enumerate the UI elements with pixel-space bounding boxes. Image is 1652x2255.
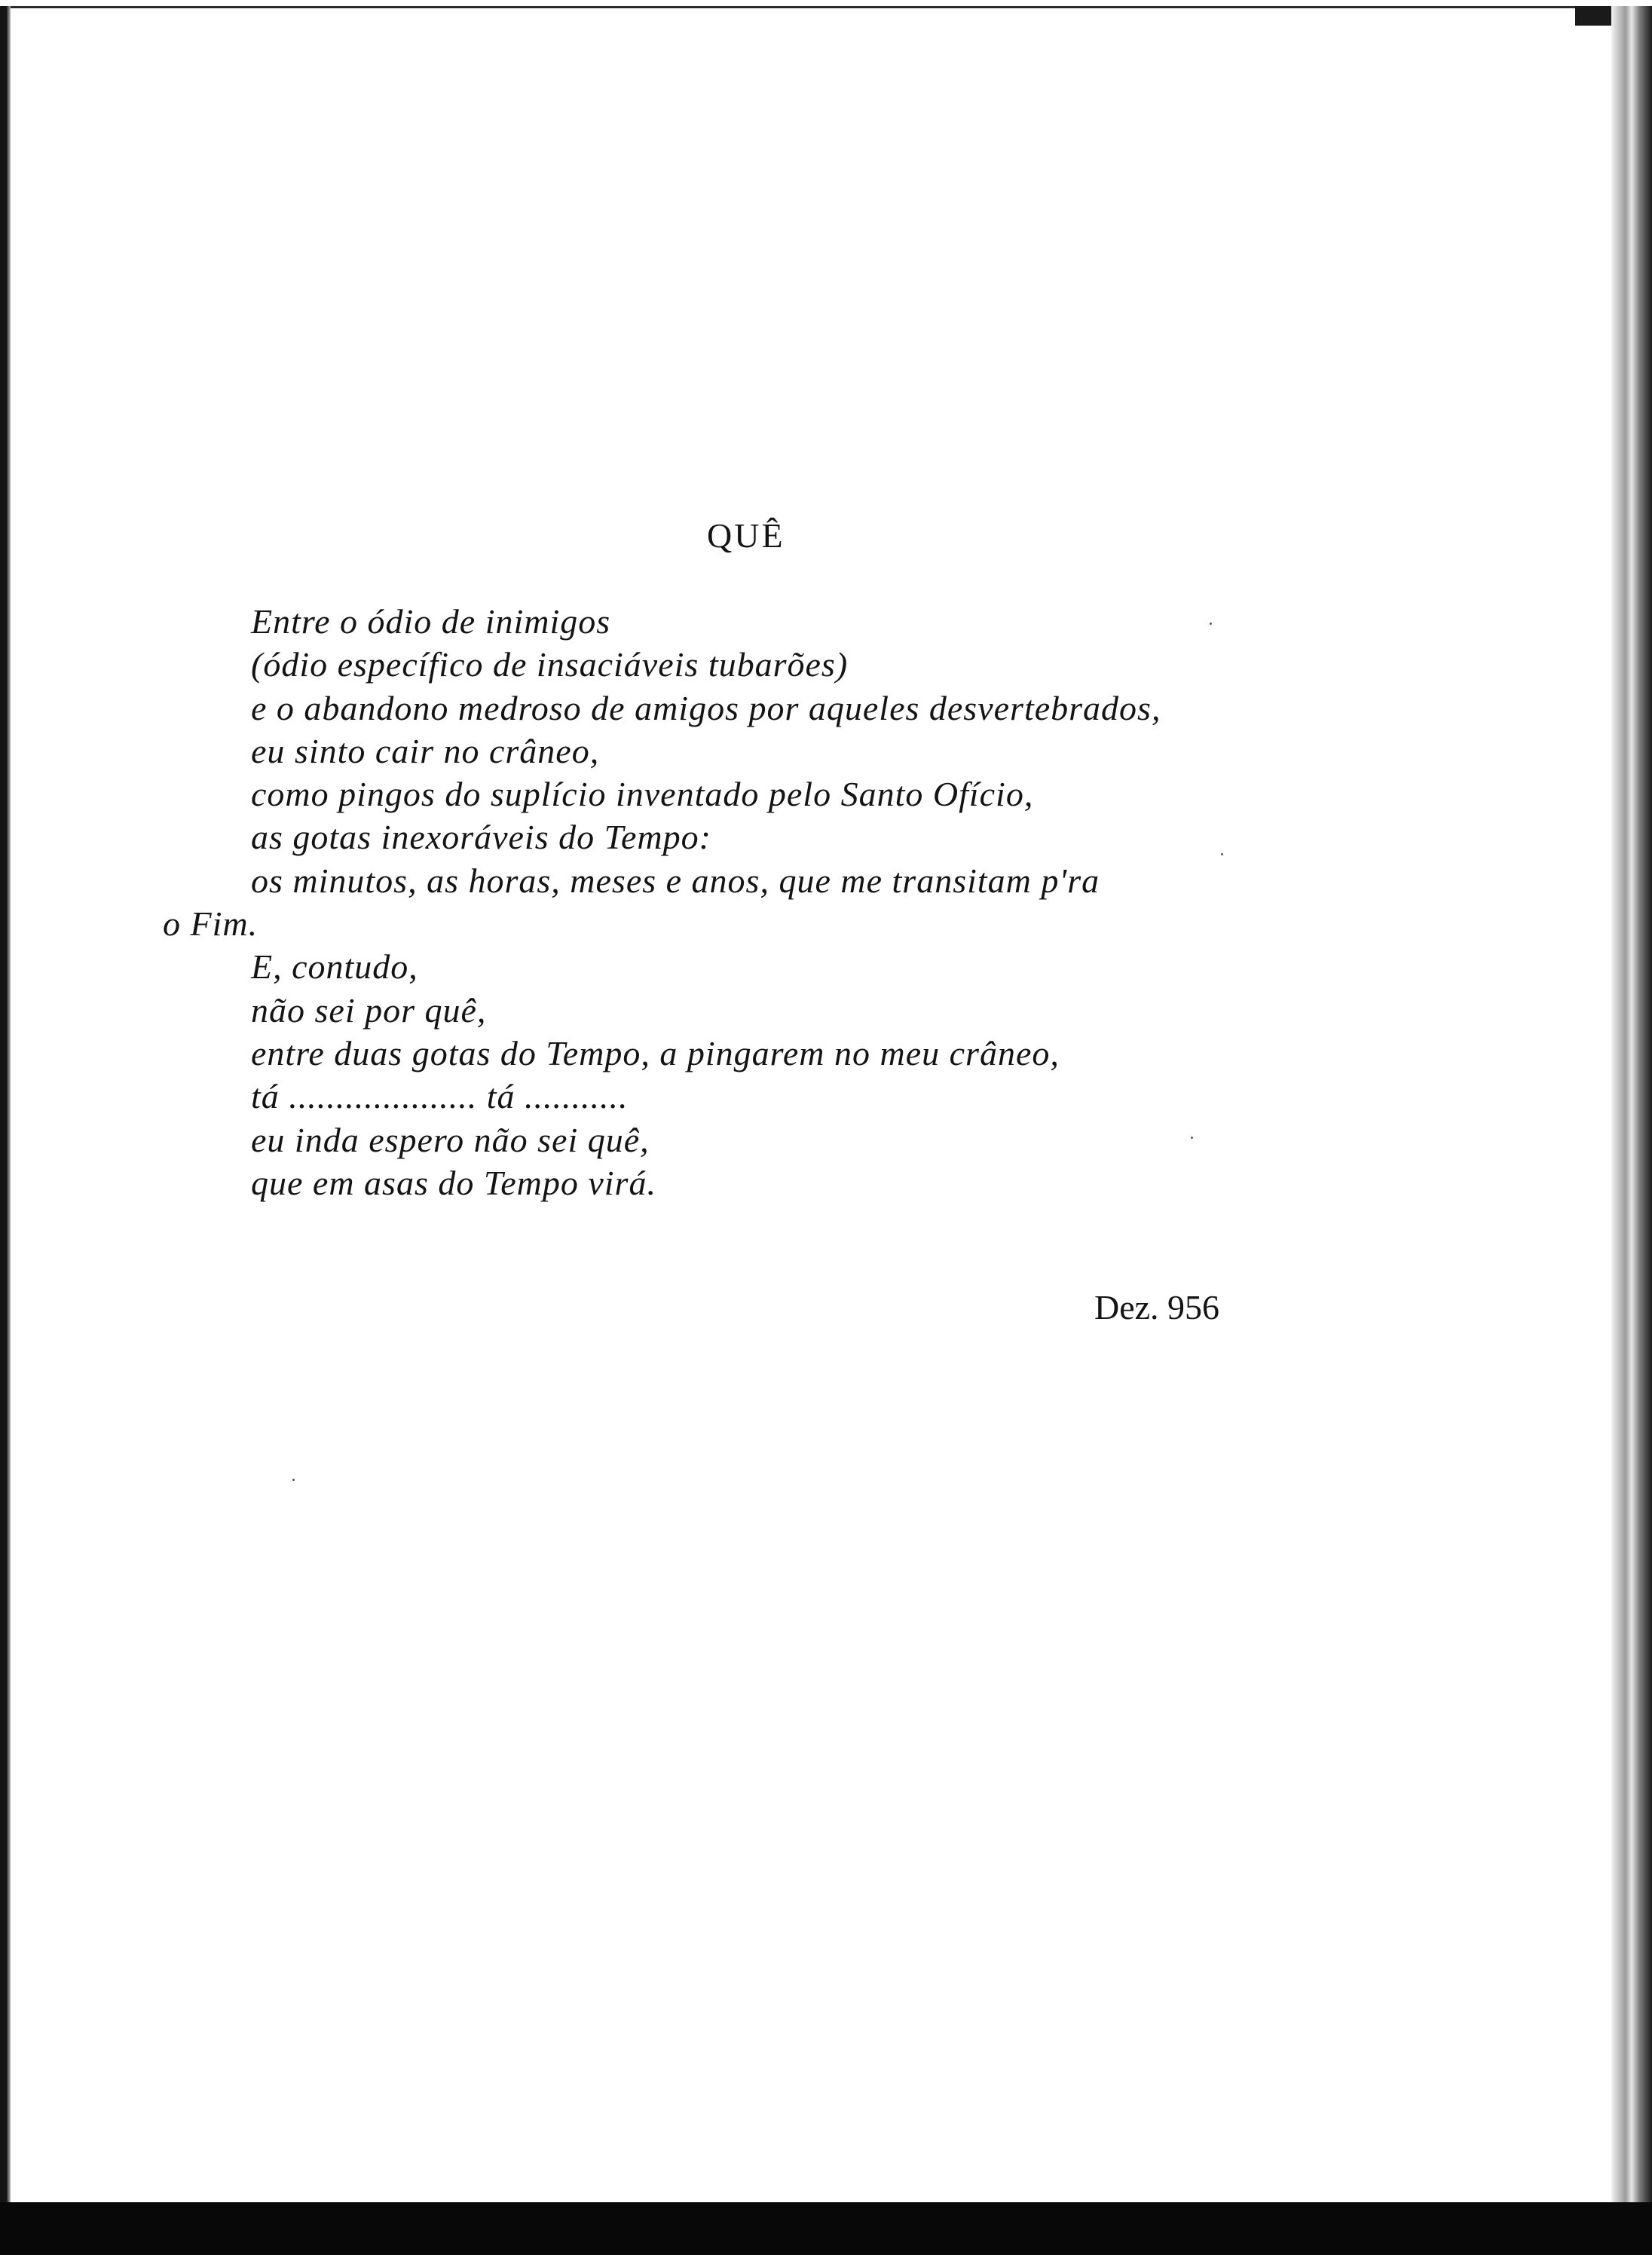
page-edge-right <box>1611 6 1652 2255</box>
poem-date: Dez. 956 <box>1094 1288 1220 1326</box>
poem-line-text: não sei por quê, <box>251 990 487 1030</box>
poem-line-text: (ódio específico de insaciáveis tubarões) <box>251 645 849 684</box>
poem-line-text: eu sinto cair no crâneo, <box>251 731 600 770</box>
page-edge-left <box>0 6 11 2246</box>
poem-line-text: Entre o ódio de inimigos <box>251 602 611 641</box>
poem-line-text: entre duas gotas do Tempo, a pingarem no meu crâneo, <box>251 1033 1060 1072</box>
poem-line-text: E, contudo, <box>251 947 418 987</box>
poem-title: QUÊ <box>707 516 785 555</box>
scan-speck <box>1221 853 1223 855</box>
poem-line-text: que em asas do Tempo virá. <box>251 1163 656 1202</box>
poem-line-text: como pingos do suplício inventado pelo Santo Ofício, <box>251 775 1034 814</box>
poem-line-text: o Fim. <box>163 904 259 944</box>
page-edge-bottom <box>0 2202 1652 2255</box>
poem-line-text: tá .................... tá ........... <box>251 1077 629 1116</box>
page-edge-top <box>0 6 1620 8</box>
scan-speck <box>1210 623 1212 625</box>
scan-speck <box>292 1479 295 1481</box>
scan-speck <box>1191 1137 1193 1139</box>
poem-line-text: os minutos, as horas, meses e anos, que me transitam p'ra <box>251 861 1100 900</box>
poem-line-text: eu inda espero não sei quê, <box>251 1120 650 1159</box>
poem-line-text: as gotas inexoráveis do Tempo: <box>251 818 711 857</box>
poem-line-text: e o abandono medroso de amigos por aqueles desvertebrados, <box>251 688 1161 727</box>
